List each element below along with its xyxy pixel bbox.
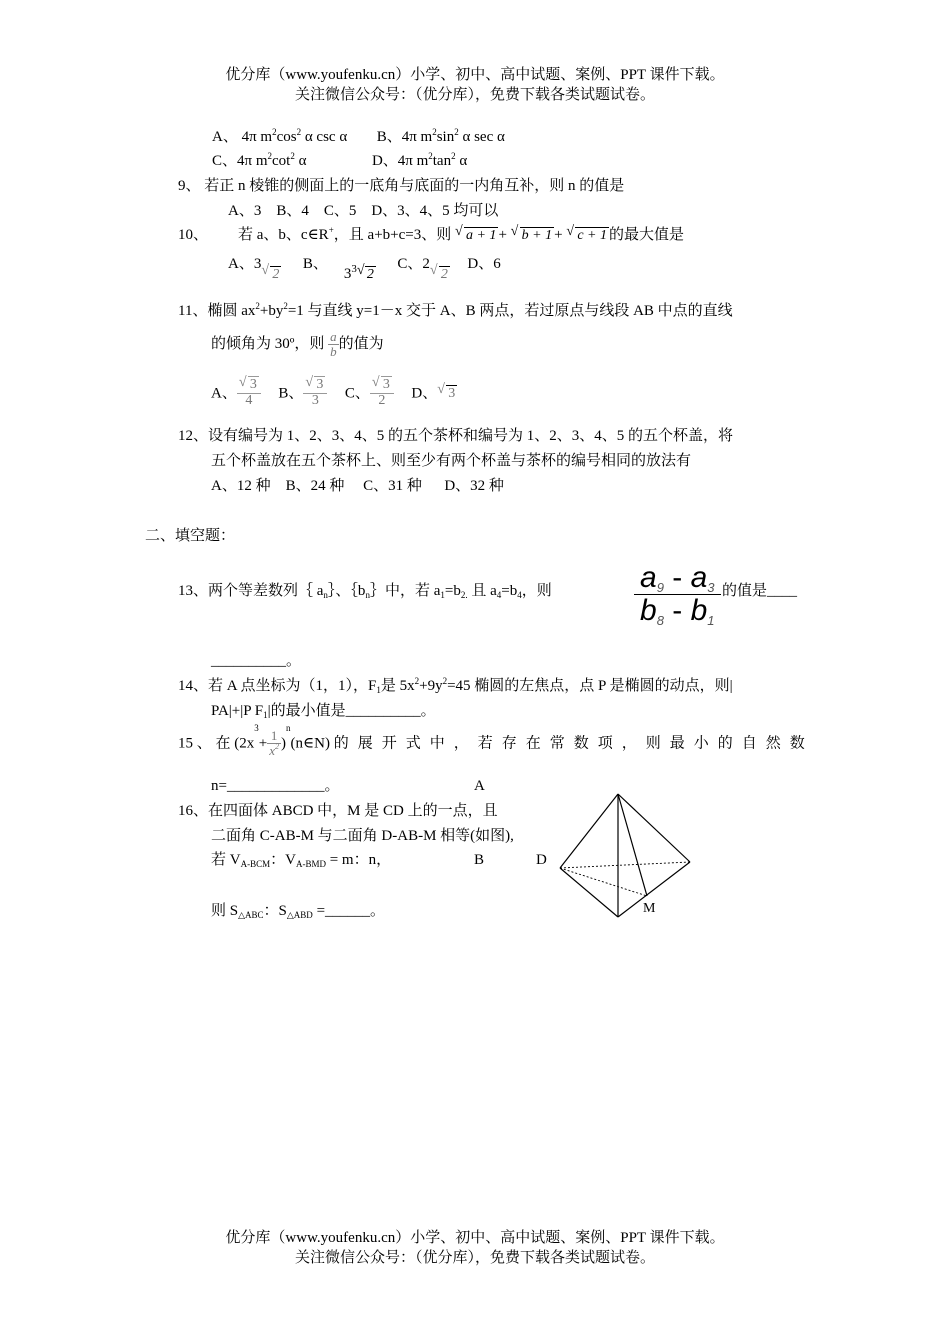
q8-option-c: C、4π $m^2\cot^2$ α: [212, 151, 307, 169]
q14-stem-line-1: 14、若 A 点坐标为（1，1），$F_1$是 $5x^2+9y^2=45$ 椭圆的左焦点，点 P 是椭圆的动点，则|: [178, 676, 733, 695]
sqrt-a-plus-1: √ a + 1: [455, 226, 498, 245]
q10-option-b: B、$3^3√$ 2: [303, 256, 376, 272]
q9-options: A、3 B、4 C、5 D、3、4、5 均可以: [228, 203, 499, 219]
tetrahedron-figure: [540, 780, 710, 930]
q13-stem: 13、两个等差数列｛ $a_n\}$、$\{b_n\}$中，若 $a_1=b_{2.}$ 且 $a_4=b_4$，则: [178, 583, 552, 600]
q10-option-c: C、2√ 2: [397, 256, 450, 272]
q10-options: [228, 255, 501, 282]
q13-answer-blank: __________。: [211, 653, 302, 669]
edge-ad: [618, 794, 690, 862]
q16-stem-line-2: 二面角 C-AB-M 与二面角 D-AB-M 相等(如图),: [211, 828, 514, 844]
edge-am: [618, 794, 647, 896]
q15-stem-line-1: 15 、 在 ($2x^3+$ $\frac{1}{x^2}$ )$^n$(n∈N) 的展开式中，若存在常数项，则最小的自然数: [178, 723, 814, 759]
q13-fraction: $\frac{a_9 - a_3}{b_8 - b_1}$: [634, 562, 721, 626]
fraction-a-over-b: $\frac{a}{b}$: [330, 329, 337, 359]
q14-stem-line-2: PA|+|P $F_1|$的最小值是__________。: [211, 703, 436, 720]
edge-bm-hidden: [560, 868, 647, 896]
q11-option-a: A、 √ $\frac{3}{4}$: [211, 385, 261, 401]
q11-option-c: C、 √ $\frac{3}{2}$: [345, 385, 394, 401]
q12-stem-line-1: 12、设有编号为 1、2、3、4、5 的五个茶杯和编号为 1、2、3、4、5 的五个杯盖，将: [178, 428, 734, 444]
q8-options-row-1: [212, 128, 505, 146]
edge-ab: [560, 794, 618, 868]
q10-stem: 10、 若 a、b、c∈R+，且 a+b+c=3、则 √ a + 1 + √ b + 1 + √ c + 1 的最大值是: [178, 226, 684, 245]
header-line-1: 优分库（www.youfenku.cn）小学、初中、高中试题、案例、PPT 课件下载。: [225, 67, 725, 83]
q12-stem-line-2: 五个杯盖放在五个茶杯上、则至少有两个杯盖与茶杯的编号相同的放法有: [211, 453, 692, 469]
q8-options-row-2: [212, 152, 467, 170]
figure-label-d: D: [536, 852, 547, 868]
figure-label-b: B: [474, 852, 485, 868]
q8-option-a: A、 4π $m^2\cos^2$ α csc α: [212, 127, 348, 145]
sqrt-c-plus-1: √ c + 1: [566, 226, 609, 245]
q9-stem: 9、 若正 n 棱锥的侧面上的一底角与底面的一内角互补，则 n 的值是: [178, 178, 625, 194]
footer-line-1: 优分库（www.youfenku.cn）小学、初中、高中试题、案例、PPT 课件下载。: [225, 1230, 725, 1246]
edge-bd-hidden: [560, 862, 690, 868]
q11-options: [211, 378, 457, 408]
q11-option-b: B、 √ $\frac{3}{3}$: [278, 385, 327, 401]
figure-label-m: M: [643, 901, 656, 916]
q12-options: A、12 种 B、24 种 C、31 种 D、32 种: [211, 478, 504, 494]
q11-option-d: D、√ 3: [411, 385, 457, 401]
q16-stem-line-1: 16、在四面体 ABCD 中，M 是 CD 上的一点，且: [178, 803, 498, 819]
q13-stem-end: 的值是____: [722, 583, 798, 599]
footer-line-2: 关注微信公众号：（优分库），免费下载各类试题试卷。: [294, 1250, 655, 1266]
q8-option-d: D、4π $m^2\tan^2$ α: [371, 151, 468, 169]
q11-stem-line-2: 的倾角为 30º，则 $\frac{a}{b}$ 的值为: [211, 329, 384, 359]
figure-label-a: A: [474, 778, 485, 794]
sqrt-b-plus-1: √ b + 1: [511, 226, 554, 245]
section-title-fill-in: 二、填空题：: [145, 528, 236, 544]
q8-option-b: B、4π $m^2\sin^2$ α sec α: [376, 127, 505, 145]
q16-stem-line-4: 则 $S_{\triangle ABC}$：$S_{\triangle ABD}$ =______。: [211, 903, 386, 920]
q10-option-d: D、6: [467, 256, 501, 272]
header-line-2: 关注微信公众号：（优分库），免费下载各类试题试卷。: [294, 87, 655, 103]
q15-stem-line-2: n=_____________。: [211, 778, 340, 794]
q16-stem-line-3: 若 $V_{A-BCM}$：$V_{A-BMD} = m$：n，: [211, 852, 392, 869]
q10-option-a: A、3√ 2: [228, 256, 281, 272]
q11-stem-line-1: 11、椭圆 $ax^2+by^2=1$ 与直线 y=1－x 交于 A、B 两点，若过原点与线段 AB 中点的直线: [178, 301, 733, 319]
fraction-1-over-x-squared: $\frac{1}{x^2}$: [269, 728, 280, 759]
edge-bc: [560, 868, 618, 917]
